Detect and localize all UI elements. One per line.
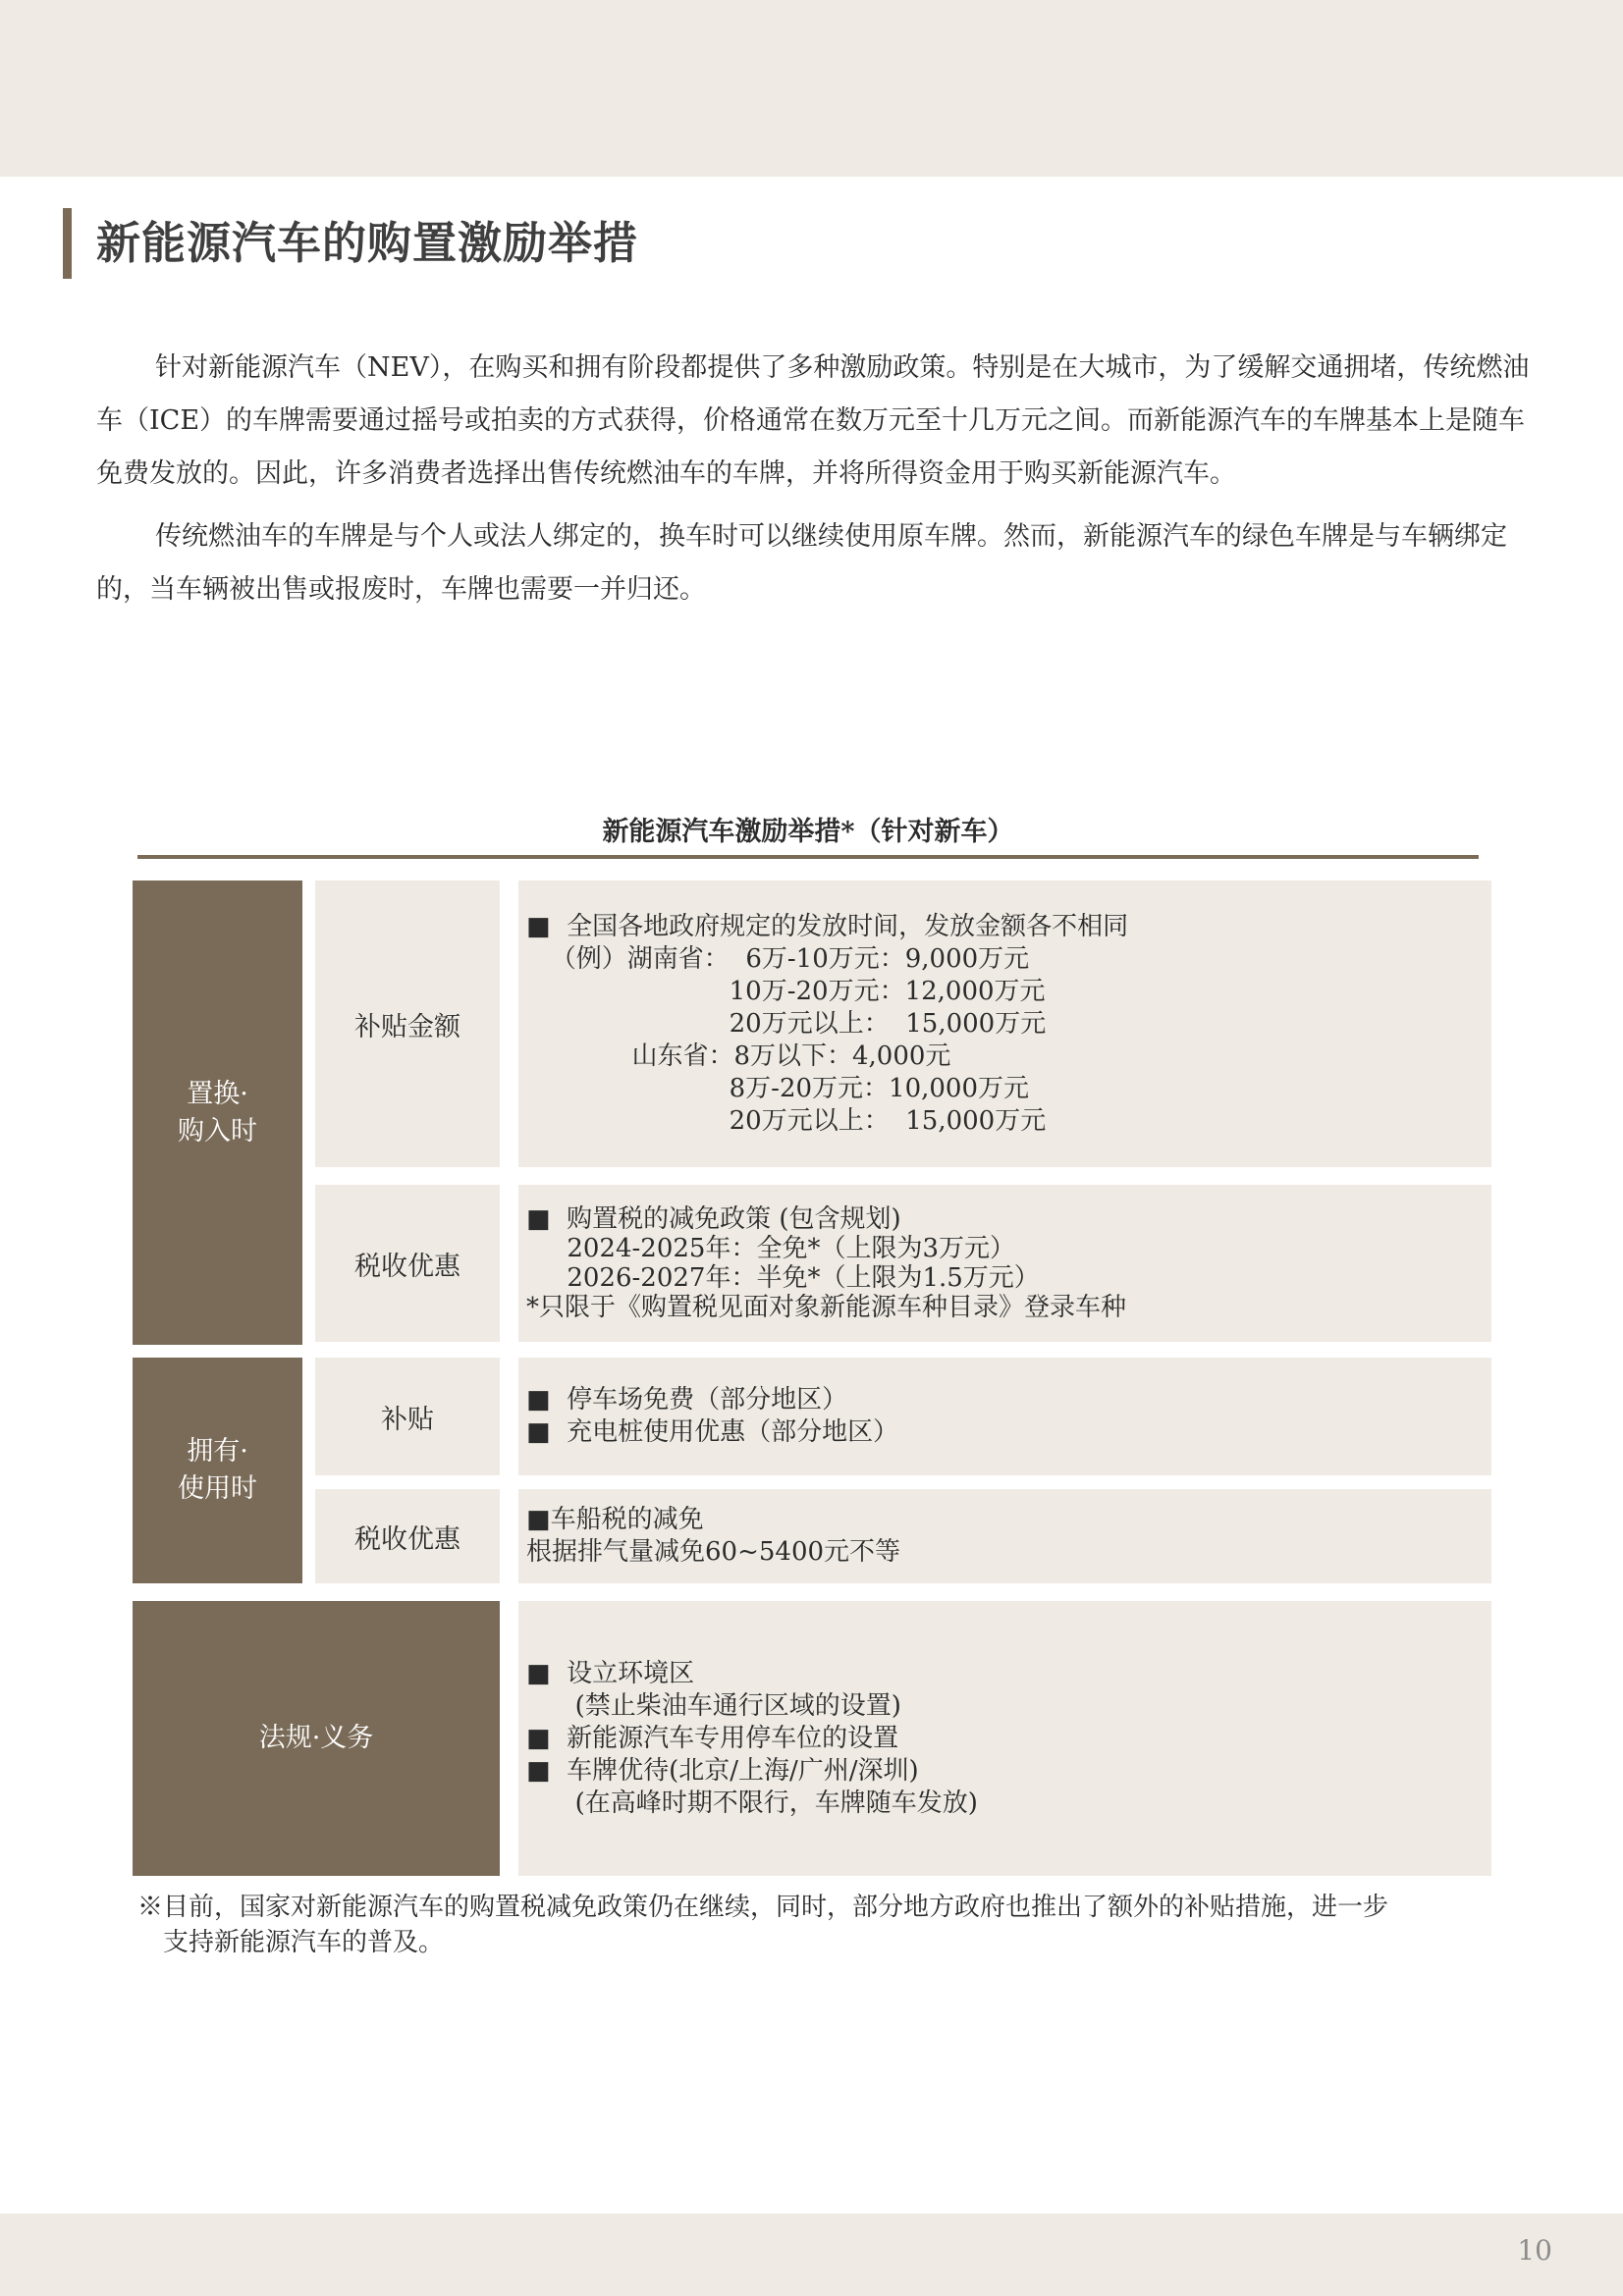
content-line: 20万元以上： 15,000万元 xyxy=(526,1105,1047,1136)
content-line: ■ 停车场免费（部分地区） xyxy=(526,1385,848,1415)
content-line: 山东省：8万以下：4,000元 xyxy=(526,1041,951,1071)
content-line: 8万-20万元：10,000万元 xyxy=(526,1073,1030,1103)
content-line: ■ 设立环境区 xyxy=(526,1658,695,1688)
category-label: 置换· xyxy=(187,1078,248,1109)
content-line: (禁止柴油车通行区域的设置) xyxy=(526,1690,901,1721)
footnote-line: ※目前，国家对新能源汽车的购置税减免政策仍在继续，同时，部分地方政府也推出了额外的补贴措施，进一步 xyxy=(137,1893,1389,1922)
category-label: 购入时 xyxy=(178,1115,257,1147)
intro-text xyxy=(96,342,1530,626)
subcategory-label: 税收优惠 xyxy=(354,1523,460,1555)
category-label: 拥有· xyxy=(187,1436,248,1467)
header-band xyxy=(0,0,1623,177)
content-line: 2024-2025年：全免*（上限为3万元） xyxy=(526,1234,1015,1263)
content-line: （例）湖南省： 6万-10万元：9,000万元 xyxy=(526,943,1030,974)
content-line: ■ 新能源汽车专用停车位的设置 xyxy=(526,1723,899,1753)
intro-paragraph: 传统燃油车的车牌是与个人或法人绑定的，换车时可以继续使用原车牌。然而，新能源汽车的绿色车牌是与车辆绑定的，当车辆被出售或报废时，车牌也需要一并归还。 xyxy=(96,521,1507,605)
content-tax-benefit xyxy=(518,1489,1491,1583)
category-regulation xyxy=(133,1601,500,1876)
content-line: ■ 全国各地政府规定的发放时间，发放金额各不相同 xyxy=(526,911,1129,941)
content-line: *只限于《购置税见面对象新能源车种目录》登录车种 xyxy=(526,1293,1127,1322)
content-line: (在高峰时期不限行，车牌随车发放) xyxy=(526,1788,978,1818)
category-label: 使用时 xyxy=(178,1473,257,1504)
subcategory-label: 税收优惠 xyxy=(354,1251,460,1282)
table-caption: 新能源汽车激励举措*（针对新车） xyxy=(602,817,1014,847)
subcategory-subsidy xyxy=(315,1358,500,1475)
content-line: 2026-2027年：半免*（上限为1.5万元） xyxy=(526,1263,1040,1293)
footer-band xyxy=(0,2214,1623,2296)
content-line: ■车船税的减免 xyxy=(526,1505,704,1534)
content-subsidy xyxy=(518,1358,1491,1475)
category-label: 法规·义务 xyxy=(258,1723,374,1753)
content-tax-benefit xyxy=(518,1185,1491,1342)
page-title: 新能源汽车的购置激励举措 xyxy=(96,217,639,269)
title-accent-bar xyxy=(63,208,72,279)
category-purchase xyxy=(133,881,302,1345)
subcategory-tax-benefit xyxy=(315,1185,500,1342)
content-line: 根据排气量减免60~5400元不等 xyxy=(526,1537,901,1567)
content-line: 10万-20万元：12,000万元 xyxy=(526,976,1046,1006)
footnote xyxy=(137,1890,1492,1960)
subcategory-label: 补贴 xyxy=(381,1404,434,1435)
caption-divider xyxy=(137,855,1479,859)
category-ownership xyxy=(133,1358,302,1583)
footnote-line: 支持新能源汽车的普及。 xyxy=(163,1928,445,1957)
page-number: 10 xyxy=(1517,2234,1552,2267)
subcategory-subsidy-amount xyxy=(315,881,500,1167)
content-line: ■ 充电桩使用优惠（部分地区） xyxy=(526,1417,899,1447)
content-line: 20万元以上： 15,000万元 xyxy=(526,1008,1047,1039)
content-line: ■ 车牌优待(北京/上海/广州/深圳) xyxy=(526,1755,919,1786)
intro-paragraph: 针对新能源汽车（NEV），在购买和拥有阶段都提供了多种激励政策。特别是在大城市，为了缓解交通拥堵，传统燃油车（ICE）的车牌需要通过摇号或拍卖的方式获得，价格通常在数万元至十几万元之间。而新能源汽车的车牌基本上是随车免费发放的。因此，许多消费者选择出售传统燃油车的车牌，并将所得资金用于购买新能源汽车。 xyxy=(96,352,1530,489)
content-line: ■ 购置税的减免政策 (包含规划) xyxy=(526,1204,901,1234)
content-subsidy-amount xyxy=(518,881,1491,1167)
content-regulation xyxy=(518,1601,1491,1876)
subcategory-tax-benefit xyxy=(315,1489,500,1583)
subcategory-label: 补贴金额 xyxy=(354,1011,460,1042)
